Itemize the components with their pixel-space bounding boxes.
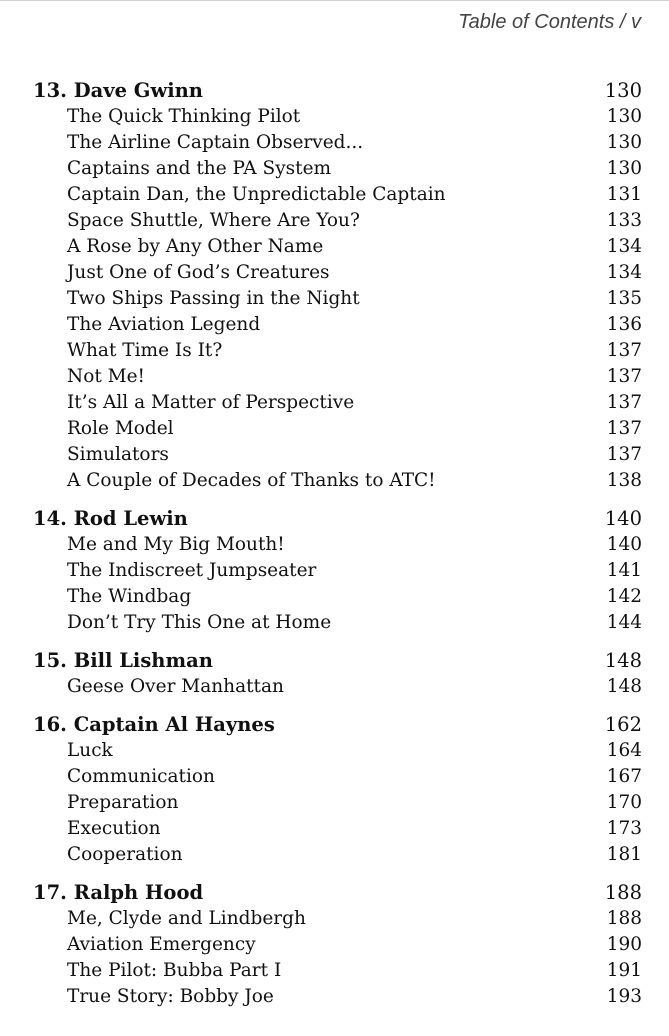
entry-title: A Couple of Decades of Thanks to ATC! [67,470,436,491]
entry-page-number: 135 [606,288,642,309]
table-of-contents [33,78,642,1022]
toc-entry[interactable] [33,584,642,610]
entry-page-number: 181 [606,844,642,865]
entry-title: The Indiscreet Jumpseater [67,560,317,581]
entry-page-number: 141 [606,560,642,581]
toc-entry[interactable] [33,312,642,338]
entry-title: The Quick Thinking Pilot [67,106,301,127]
chapter-block [33,78,642,494]
toc-entry[interactable] [33,208,642,234]
entry-title: Cooperation [67,844,183,865]
chapter-heading: 17. Ralph Hood [33,881,204,904]
entry-title: Captains and the PA System [67,158,332,179]
entry-title: What Time Is It? [67,340,223,361]
toc-entry[interactable] [33,558,642,584]
toc-entry[interactable] [33,156,642,182]
entry-page-number: 140 [606,534,642,555]
chapter-page-number: 130 [604,79,642,102]
toc-entry[interactable] [33,610,642,636]
entry-title: Me, Clyde and Lindbergh [67,908,306,929]
entry-title: A Rose by Any Other Name [67,236,324,257]
entry-page-number: 190 [606,934,642,955]
toc-entry[interactable] [33,468,642,494]
entry-page-number: 138 [606,470,642,491]
entry-title: Role Model [67,418,174,439]
chapter-heading-row[interactable] [33,880,642,906]
entry-page-number: 167 [606,766,642,787]
entry-page-number: 136 [606,314,642,335]
toc-entry[interactable] [33,738,642,764]
entry-page-number: 170 [606,792,642,813]
entry-page-number: 137 [606,392,642,413]
chapter-heading: 16. Captain Al Haynes [33,713,275,736]
toc-entry[interactable] [33,906,642,932]
entry-title: Don’t Try This One at Home [67,612,332,633]
entry-page-number: 193 [606,986,642,1007]
entry-page-number: 144 [606,612,642,633]
chapter-block [33,506,642,636]
chapter-heading-row[interactable] [33,506,642,532]
chapter-heading-row[interactable] [33,712,642,738]
running-head: Table of Contents / v [458,11,641,33]
chapter-heading: 15. Bill Lishman [33,649,213,672]
chapter-block [33,880,642,1010]
toc-entry[interactable] [33,816,642,842]
toc-entry[interactable] [33,932,642,958]
toc-entry[interactable] [33,234,642,260]
toc-entry[interactable] [33,182,642,208]
toc-entry[interactable] [33,842,642,868]
entry-title: Not Me! [67,366,145,387]
entry-title: It’s All a Matter of Perspective [67,392,355,413]
toc-entry[interactable] [33,958,642,984]
entry-title: The Windbag [67,586,192,607]
entry-title: Me and My Big Mouth! [67,534,285,555]
toc-entry[interactable] [33,674,642,700]
chapter-block [33,648,642,700]
toc-entry[interactable] [33,338,642,364]
toc-entry[interactable] [33,532,642,558]
toc-entry[interactable] [33,390,642,416]
entry-title: True Story: Bobby Joe [67,986,274,1007]
chapter-block [33,712,642,868]
entry-title: Execution [67,818,161,839]
entry-title: Simulators [67,444,169,465]
chapter-page-number: 148 [604,649,642,672]
chapter-page-number: 162 [604,713,642,736]
entry-page-number: 191 [606,960,642,981]
entry-page-number: 137 [606,418,642,439]
chapter-heading-row[interactable] [33,648,642,674]
entry-title: The Pilot: Bubba Part I [67,960,282,981]
chapter-heading: 14. Rod Lewin [33,507,188,530]
chapter-heading-row[interactable] [33,78,642,104]
entry-page-number: 137 [606,444,642,465]
entry-page-number: 130 [606,106,642,127]
header-rule [0,0,669,1]
toc-entry[interactable] [33,790,642,816]
entry-title: Geese Over Manhattan [67,676,284,697]
toc-entry[interactable] [33,416,642,442]
entry-page-number: 134 [606,236,642,257]
entry-page-number: 130 [606,132,642,153]
entry-title: Aviation Emergency [67,934,256,955]
entry-page-number: 148 [606,676,642,697]
entry-page-number: 134 [606,262,642,283]
entry-page-number: 131 [606,184,642,205]
chapter-page-number: 188 [604,881,642,904]
toc-entry[interactable] [33,984,642,1010]
toc-entry[interactable] [33,442,642,468]
entry-page-number: 133 [606,210,642,231]
entry-title: Preparation [67,792,179,813]
entry-title: Communication [67,766,215,787]
toc-entry[interactable] [33,364,642,390]
entry-title: Just One of God’s Creatures [67,262,330,283]
toc-entry[interactable] [33,260,642,286]
entry-page-number: 137 [606,340,642,361]
toc-entry[interactable] [33,764,642,790]
entry-title: Two Ships Passing in the Night [67,288,360,309]
toc-entry[interactable] [33,286,642,312]
entry-title: The Airline Captain Observed... [67,132,364,153]
entry-title: Luck [67,740,113,761]
chapter-heading: 13. Dave Gwinn [33,79,203,102]
entry-title: Captain Dan, the Unpredictable Captain [67,184,446,205]
entry-page-number: 188 [606,908,642,929]
chapter-page-number: 140 [604,507,642,530]
entry-page-number: 173 [606,818,642,839]
toc-entry[interactable] [33,104,642,130]
entry-page-number: 130 [606,158,642,179]
entry-title: Space Shuttle, Where Are You? [67,210,360,231]
entry-page-number: 142 [606,586,642,607]
entry-page-number: 137 [606,366,642,387]
entry-page-number: 164 [606,740,642,761]
toc-entry[interactable] [33,130,642,156]
entry-title: The Aviation Legend [67,314,261,335]
